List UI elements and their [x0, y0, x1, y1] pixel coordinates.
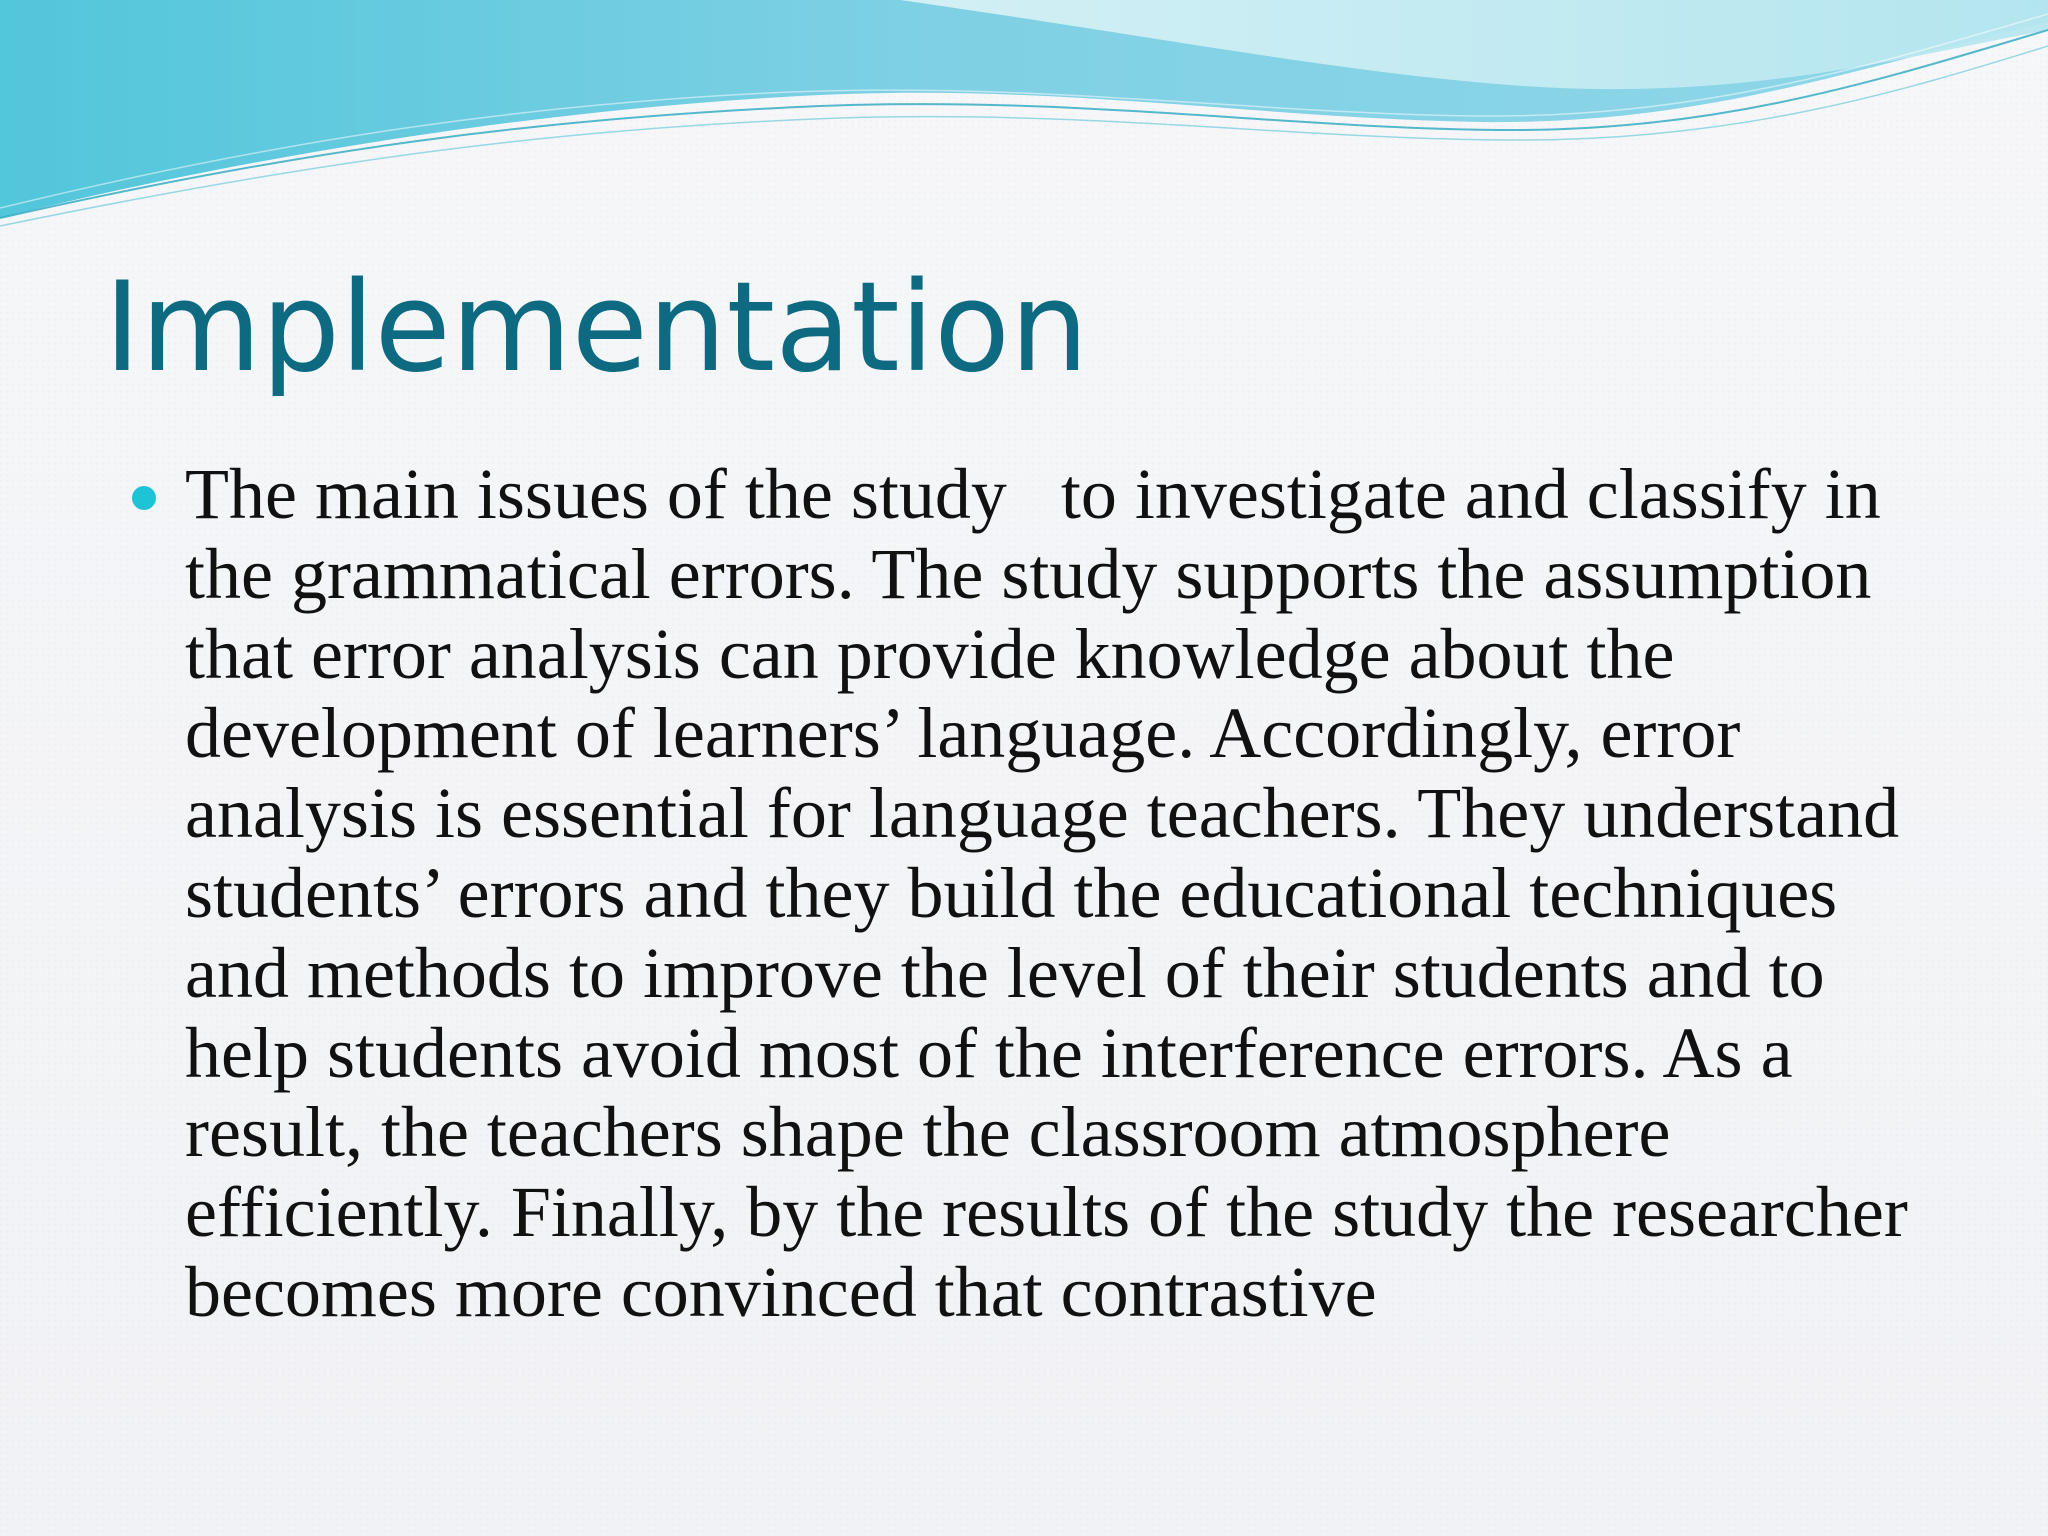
- bullet-item: [128, 454, 1926, 1333]
- slide-title: Implementation: [104, 256, 1089, 400]
- bullet-dot-icon: [132, 486, 156, 510]
- bullet-list: [128, 454, 1926, 1333]
- bullet-text: The main issues of the study to investigate and classify in the grammatical errors. The study supports the assumption that error analysis can provide knowledge about the development of learners’ language. Accordingly, error analysis is essential for language teachers. They understand students’ errors and they build the educational techniques and methods to improve the level of their students and to help students avoid most of the interference errors. As a result, the teachers shape the classroom atmosphere efficiently. Finally, by the results of the study the researcher becomes more convinced that contrastive: [185, 454, 1926, 1332]
- header-wave-decoration: [0, 0, 2048, 240]
